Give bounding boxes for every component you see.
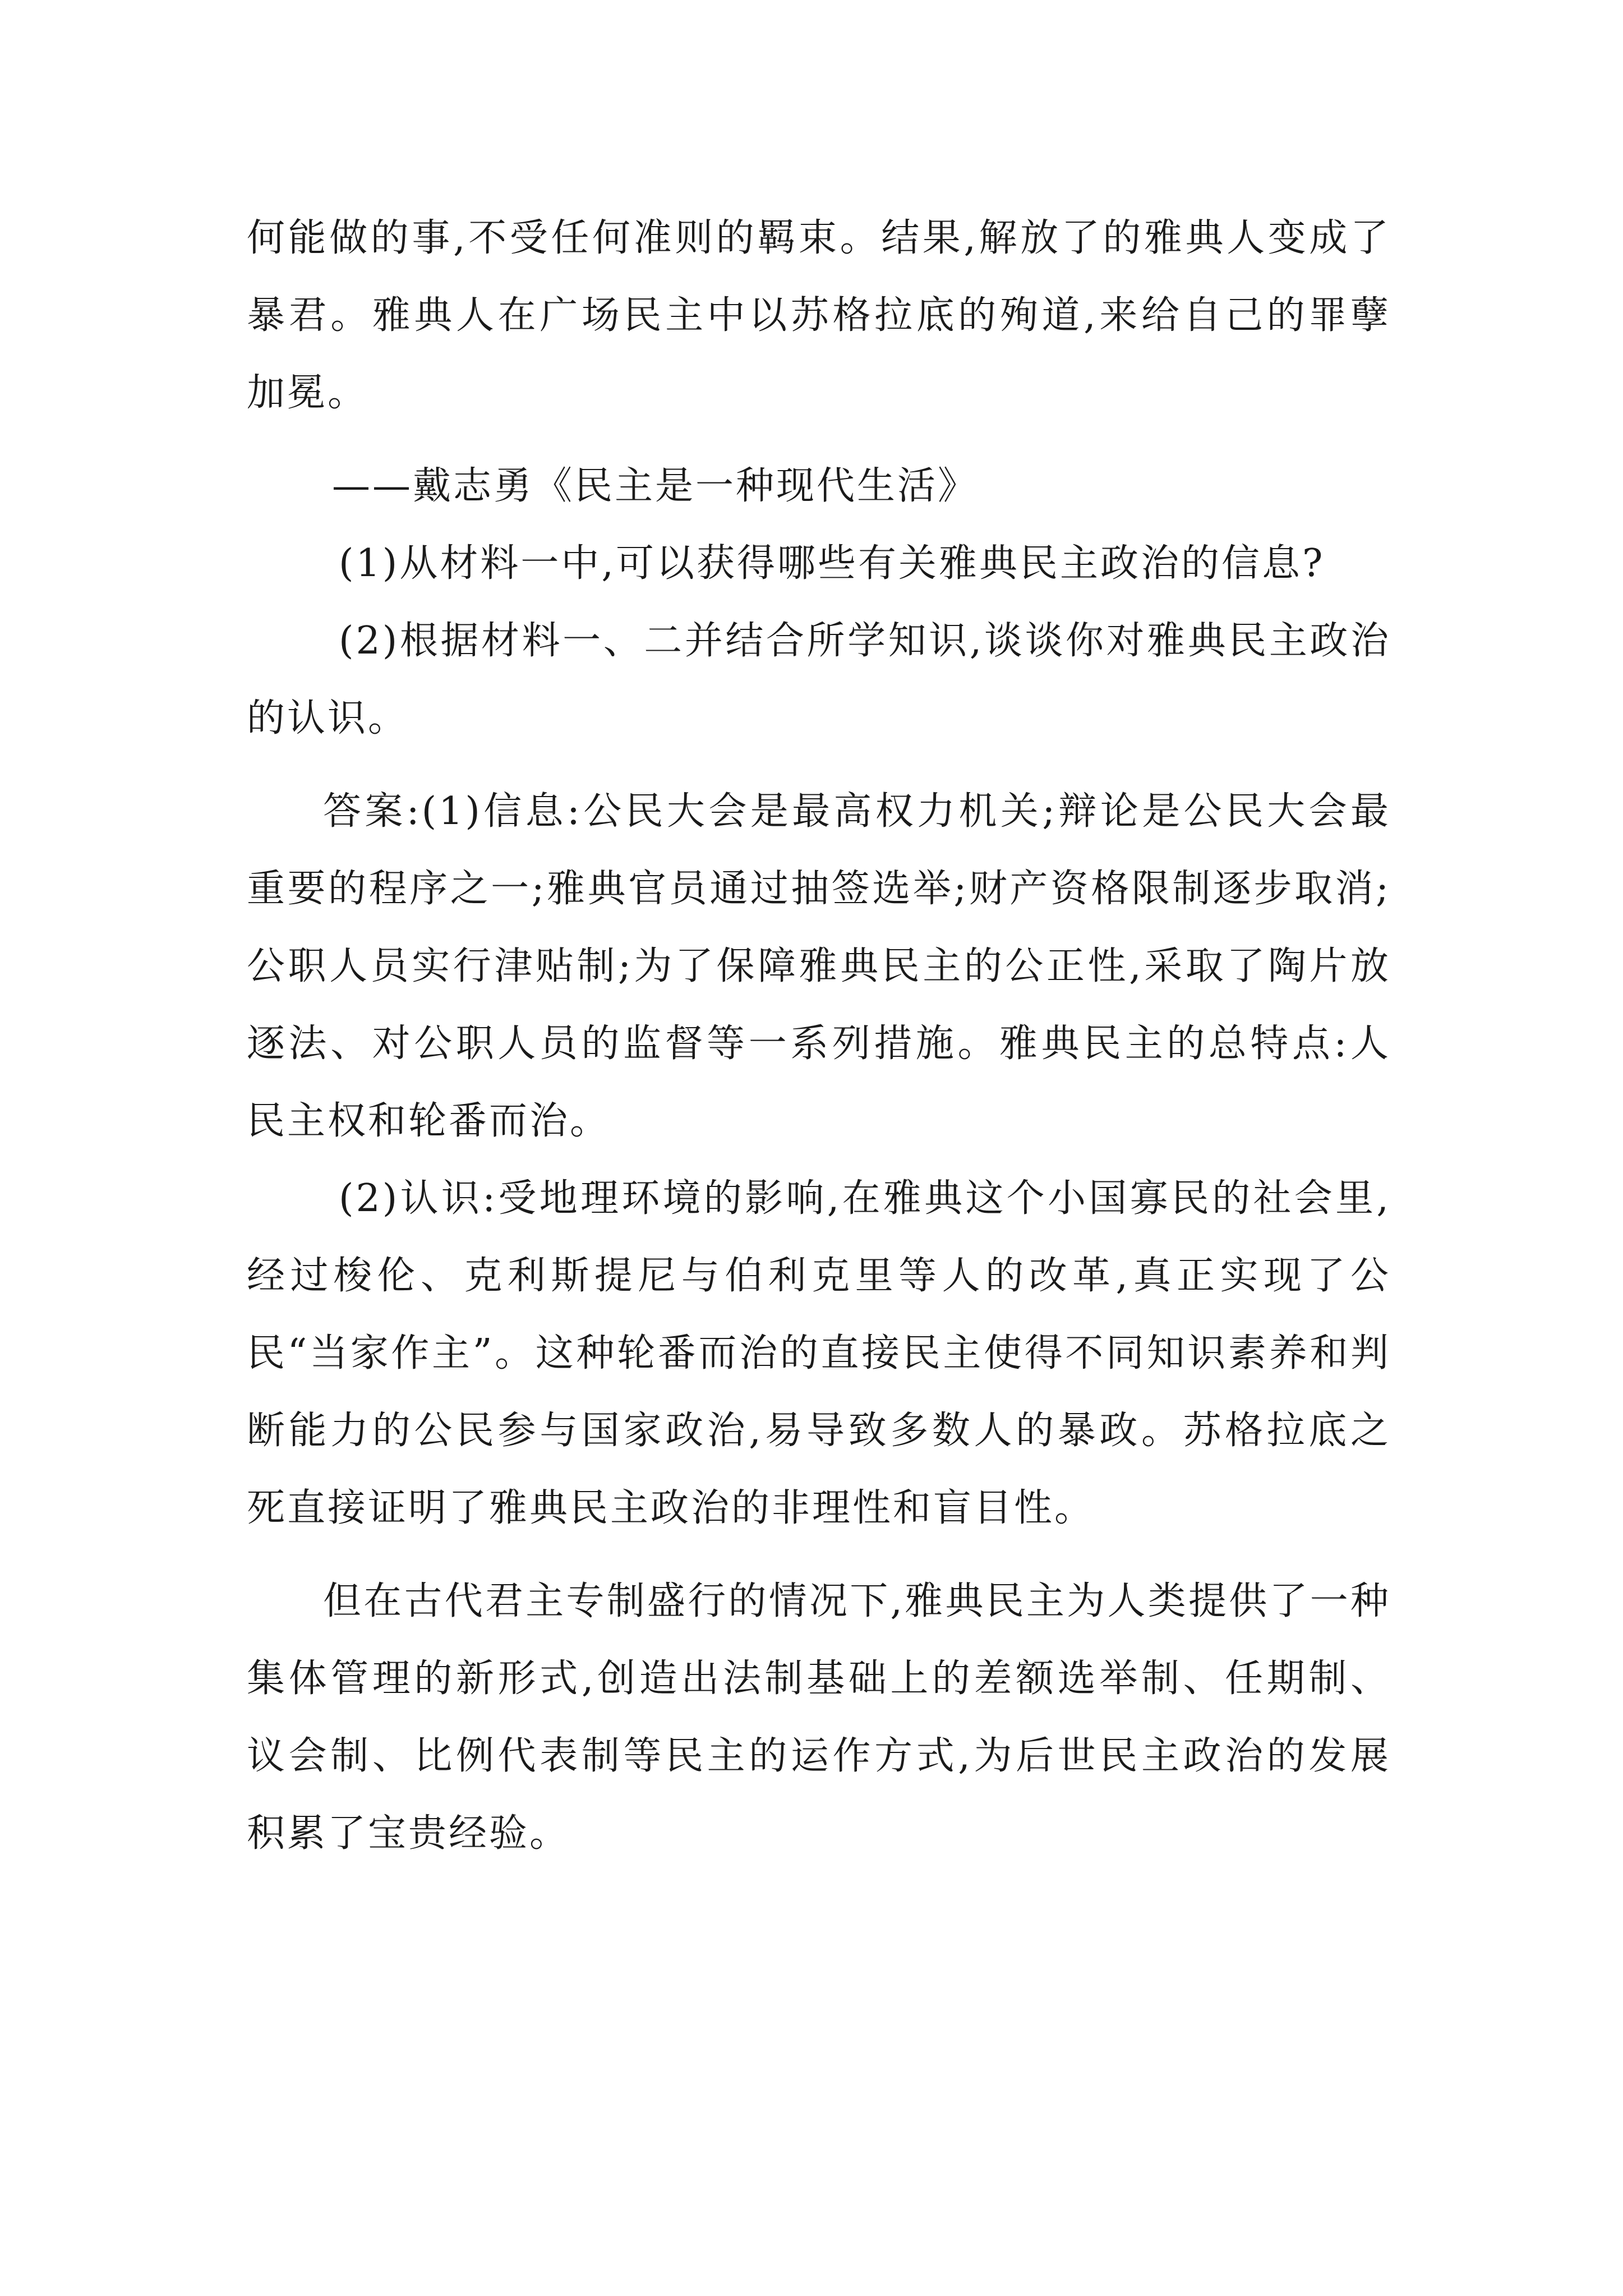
answer-1: 答案:(1)信息:公民大会是最高权力机关;辩论是公民大会最重要的程序之一;雅典官员通过抽签选举;财产资格限制逐步取消;公职人员实行津贴制;为了保障雅典民主的公正性,采取了陶片放逐法、对公职人员的监督等一系列措施。雅典民主的总特点:人民主权和轮番而治。 xyxy=(247,789,1391,1143)
material-excerpt-paragraph: 何能做的事,不受任何准则的羁束。结果,解放了的雅典人变成了暴君。雅典人在广场民主中以苏格拉底的殉道,来给自己的罪孽加冕。 xyxy=(247,216,1391,415)
source-citation: ——戴志勇《民主是一种现代生活》 xyxy=(332,464,979,508)
answer-2: (2)认识:受地理环境的影响,在雅典这个小国寡民的社会里,经过梭伦、克利斯提尼与伯利克里等人的改革,真正实现了公民“当家作主”。这种轮番而治的直接民主使得不同知识素养和判断能力的公民参与国家政治,易导致多数人的暴政。苏格拉底之死直接证明了雅典民主政治的非理性和盲目性。 xyxy=(247,1176,1391,1530)
question-1: (1)从材料一中,可以获得哪些有关雅典民主政治的信息? xyxy=(339,541,1325,586)
document-body xyxy=(247,200,1391,1872)
question-2: (2)根据材料一、二并结合所学知识,谈谈你对雅典民主政治的认识。 xyxy=(247,619,1391,740)
answer-3: 但在古代君主专制盛行的情况下,雅典民主为人类提供了一种集体管理的新形式,创造出法制基础上的差额选举制、任期制、议会制、比例代表制等民主的运作方式,为后世民主政治的发展积累了宝贵经验。 xyxy=(247,1579,1391,1856)
